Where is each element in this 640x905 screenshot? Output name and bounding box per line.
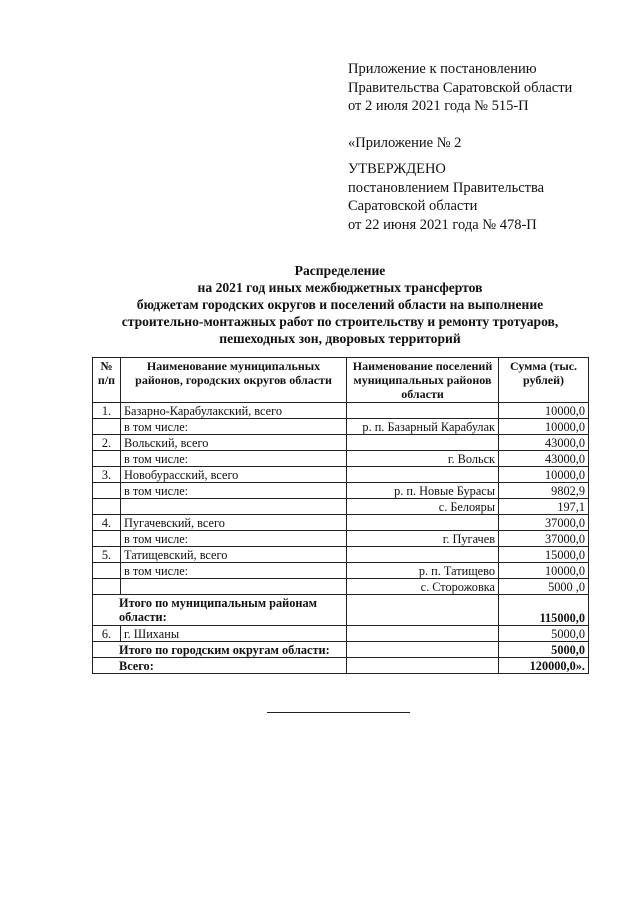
subtotal-okrugs-row — [93, 642, 589, 658]
cell-district: г. Шиханы — [121, 626, 347, 642]
cell-sum: 10000,0 — [499, 403, 589, 419]
document-header — [348, 60, 633, 234]
cell-settlement — [347, 626, 499, 642]
cell-settlement: г. Пугачев — [347, 531, 499, 547]
cell-num: 1. — [93, 403, 121, 419]
cell-settlement: р. п. Татищево — [347, 563, 499, 579]
title-line-1: Распределение — [294, 263, 386, 278]
cell-sum: 5000,0 — [499, 626, 589, 642]
table-row — [93, 467, 589, 483]
header-line-appendix: Приложение к постановлению — [348, 61, 537, 77]
table-row — [93, 499, 589, 515]
cell-num: 5. — [93, 547, 121, 563]
subtotal-districts-row — [93, 595, 589, 626]
cell-sum: 10000,0 — [499, 563, 589, 579]
cell-district: в том числе: — [121, 483, 347, 499]
header-line-resolution: постановлением Правительства — [348, 179, 545, 196]
table-row — [93, 515, 589, 531]
cell-district: в том числе: — [121, 451, 347, 467]
table-row — [93, 435, 589, 451]
table-row — [93, 579, 589, 595]
header-line-approved: УТВЕРЖДЕНО — [348, 161, 446, 177]
header-line-appendix-number: «Приложение № 2 — [348, 134, 462, 151]
cell-num — [93, 419, 121, 435]
cell-sum: 43000,0 — [499, 451, 589, 467]
table-row — [93, 483, 589, 499]
cell-sum: 15000,0 — [499, 547, 589, 563]
header-line-date: от 2 июля 2021 года № 515-П — [348, 98, 529, 114]
header-settlement: Наименование поселений муниципальных районов области — [347, 358, 499, 403]
cell-num: 6. — [93, 626, 121, 642]
distribution-table — [92, 357, 589, 674]
cell-sum: 197,1 — [499, 499, 589, 515]
total-row — [93, 658, 589, 674]
cell-sum: 10000,0 — [499, 419, 589, 435]
total-sum: 120000,0». — [499, 658, 589, 674]
cell-num — [93, 483, 121, 499]
table-row — [93, 563, 589, 579]
cell-district: в том числе: — [121, 419, 347, 435]
cell-district: Базарно-Карабулакский, всего — [121, 403, 347, 419]
cell-sum: 5000 ,0 — [499, 579, 589, 595]
cell-settlement — [347, 403, 499, 419]
cell-settlement: с. Белояры — [347, 499, 499, 515]
table-row — [93, 451, 589, 467]
cell-settlement — [347, 435, 499, 451]
cell-settlement: г. Вольск — [347, 451, 499, 467]
cell-settlement: р. п. Базарный Карабулак — [347, 419, 499, 435]
cell-settlement — [347, 515, 499, 531]
title-line-5: пешеходных зон, дворовых территорий — [219, 331, 461, 346]
header-line-government: Правительства Саратовской области — [348, 79, 573, 96]
cell-district: Вольский, всего — [121, 435, 347, 451]
cell-settlement — [347, 547, 499, 563]
cell-num — [93, 563, 121, 579]
cell-settlement — [347, 658, 499, 674]
cell-settlement — [347, 642, 499, 658]
header-district: Наименование муниципальных районов, городских округов области — [121, 358, 347, 403]
table-row — [93, 626, 589, 642]
cell-num — [93, 579, 121, 595]
subtotal-districts-label: Итого по муниципальным районам области: — [93, 595, 347, 626]
title-line-2: на 2021 год иных межбюджетных трансфертов — [197, 280, 483, 295]
subtotal-districts-sum: 115000,0 — [499, 595, 589, 626]
cell-settlement — [347, 467, 499, 483]
table-row — [93, 547, 589, 563]
cell-sum: 10000,0 — [499, 467, 589, 483]
table-header-row — [93, 358, 589, 403]
cell-district — [121, 579, 347, 595]
cell-sum: 37000,0 — [499, 531, 589, 547]
cell-num — [93, 451, 121, 467]
subtotal-okrugs-sum: 5000,0 — [499, 642, 589, 658]
cell-district: в том числе: — [121, 531, 347, 547]
subtotal-okrugs-label: Итого по городским округам области: — [93, 642, 347, 658]
header-num: № п/п — [93, 358, 121, 403]
cell-num — [93, 499, 121, 515]
cell-district — [121, 499, 347, 515]
cell-num — [93, 531, 121, 547]
cell-sum: 43000,0 — [499, 435, 589, 451]
cell-num: 4. — [93, 515, 121, 531]
table-row — [93, 403, 589, 419]
header-sum: Сумма (тыс. рублей) — [499, 358, 589, 403]
closing-divider — [267, 712, 410, 713]
cell-settlement — [347, 595, 499, 626]
cell-sum: 37000,0 — [499, 515, 589, 531]
table-row — [93, 531, 589, 547]
cell-district: в том числе: — [121, 563, 347, 579]
header-line-resolution-date: от 22 июня 2021 года № 478-П — [348, 216, 537, 233]
cell-num: 2. — [93, 435, 121, 451]
cell-settlement: р. п. Новые Бурасы — [347, 483, 499, 499]
title-line-3: бюджетам городских округов и поселений области на выполнение — [136, 297, 544, 312]
document-title — [80, 262, 600, 347]
cell-num: 3. — [93, 467, 121, 483]
cell-district: Новобурасский, всего — [121, 467, 347, 483]
title-line-4: строительно-монтажных работ по строительству и ремонту тротуаров, — [121, 314, 559, 329]
cell-district: Пугачевский, всего — [121, 515, 347, 531]
cell-settlement: с. Сторожовка — [347, 579, 499, 595]
header-line-region: Саратовской области — [348, 198, 478, 214]
total-label: Всего: — [93, 658, 347, 674]
cell-sum: 9802,9 — [499, 483, 589, 499]
table-row — [93, 419, 589, 435]
cell-district: Татищевский, всего — [121, 547, 347, 563]
